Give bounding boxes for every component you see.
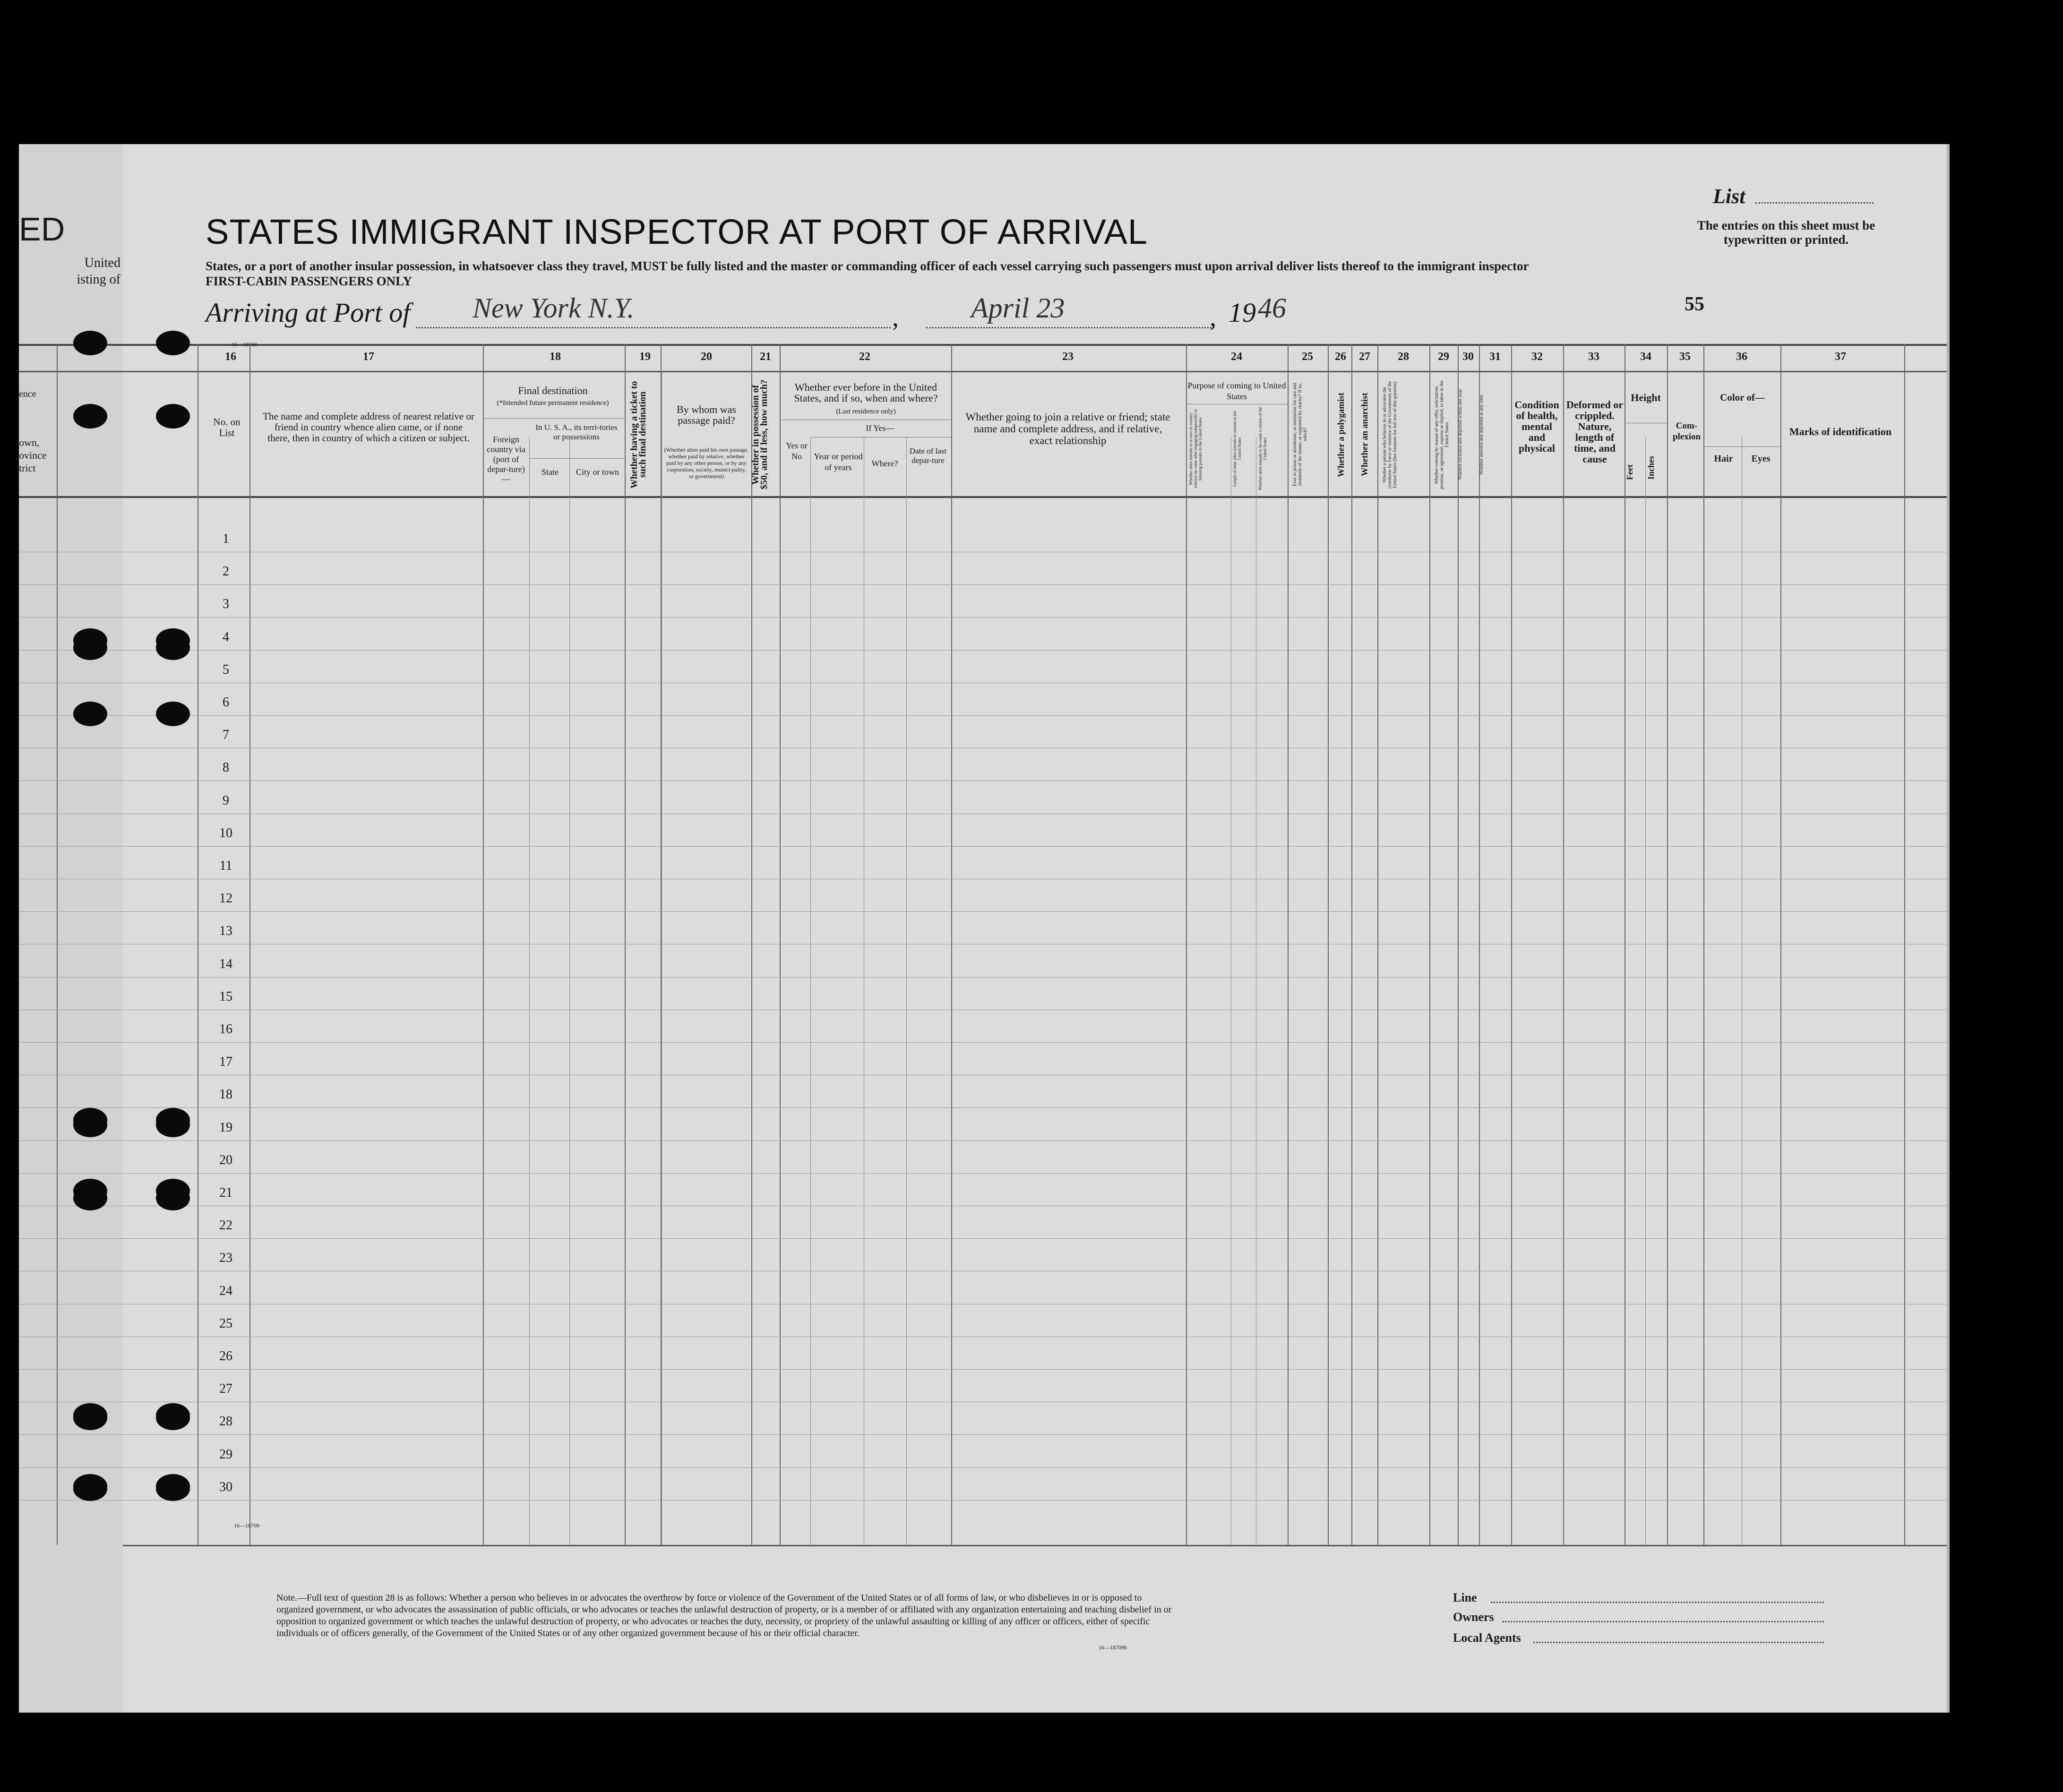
col27-header: Whether an anarchist [1360,393,1370,477]
col24-sub-3: Whether alien intends to be-come a citizen of the United States [1258,407,1267,491]
col16-header: No. on List [213,416,241,438]
col23-header: Whether going to join a relative or friend; state name and complete address, and if relative, exact relationship [965,411,1170,446]
page-title: STATES IMMIGRANT INSPECTOR AT PORT OF ARRIVAL [206,212,1148,251]
col34-inches: Inches [1646,456,1656,480]
column-rule [1645,437,1646,1545]
row-number: 14 [219,956,232,971]
row-number: 12 [219,891,232,906]
rule-line [19,344,1947,346]
comma-2: , [1210,303,1216,332]
punch-hole [156,1113,190,1137]
row-number: 17 [219,1055,232,1070]
rule-line [19,846,1947,847]
sheet-edge [1947,144,1950,1713]
punch-hole [156,1476,190,1501]
column-number: 19 [639,351,651,363]
row-number: 8 [223,760,229,775]
row-number: 18 [219,1087,232,1102]
rule-line [1703,446,1780,447]
row-number: 30 [219,1479,232,1494]
row-number: 21 [219,1185,232,1200]
col37-header: Marks of identification [1789,426,1892,437]
col22-year: Year or period of years [814,452,863,472]
form-number-grid: 16—18709 [234,1522,259,1529]
col36-header: Color of— [1720,392,1765,403]
col18-state: State [542,467,559,477]
row-number: 7 [223,728,229,743]
rule-line [19,584,1947,585]
row-number: 10 [219,825,232,840]
col18-foreign: Foreign country via (port of depar-ture)— [487,435,525,484]
owners-field [1503,1621,1824,1622]
date-handwritten: April 23 [971,292,1065,324]
rule-line [483,418,625,419]
rule-line [19,780,1947,781]
row-number: 3 [223,597,229,612]
local-agents-label: Local Agents [1453,1631,1521,1645]
column-number: 22 [859,351,870,363]
col32-header: Condition of health, mental and physical [1514,399,1559,454]
rule-line [19,1042,1947,1043]
col25-header: Ever in prison or almshouse, or institution for care and treatment of the insane, or supported by charity? If so, which? [1292,383,1308,487]
column-number: 16 [225,351,236,363]
column-number: 26 [1335,351,1346,363]
column-number: 31 [1489,351,1501,363]
strip-line-1: United [84,256,120,270]
line-field [1491,1602,1824,1603]
owners-label: Owners [1453,1610,1494,1624]
arriving-label: Arriving at Port of [206,297,411,328]
col36-eyes: Eyes [1751,454,1771,464]
strip-title-fragment: ED [19,211,65,248]
port-line [416,327,891,328]
strip-col-fragment-4: trict [19,462,36,474]
col35-header: Com-plexion [1672,421,1701,442]
column-number: 17 [363,351,374,363]
list-label: List [1713,185,1745,208]
col22-header: Whether ever before in the United States, and if so, when and where? [794,381,938,404]
line-label: Line [1453,1591,1477,1604]
column-rule [906,437,907,1545]
row-number: 28 [219,1414,232,1429]
comma-1: , [892,303,899,332]
subtitle-class: FIRST-CABIN PASSENGERS ONLY [206,274,413,288]
row-number: 4 [223,629,229,644]
rule-line [19,1369,1947,1370]
left-strip [19,144,127,1713]
column-number: 23 [1062,351,1074,363]
column-number: 30 [1462,351,1474,363]
row-number: 23 [219,1251,232,1266]
row-number: 6 [223,695,229,710]
rule-line [19,371,1947,372]
row-number: 9 [223,793,229,808]
col24-sub-2: Length of time alien intends to remain in the United States [1232,411,1242,487]
punch-hole [156,1406,190,1430]
column-rule [529,437,530,1545]
col24-sub-1: Whether alien intends to re-turn to country whence he came after engaging temporarily in laboring pursuits in the United States [1188,409,1203,489]
list-line [1755,202,1874,204]
rule-line [529,458,625,459]
rule-line [19,496,1947,498]
rule-line [19,911,1947,912]
col22-ifyes: If Yes— [866,423,894,433]
rule-line [19,1434,1947,1435]
punch-hole [73,1113,107,1137]
row-number: 22 [219,1218,232,1233]
col28-header: Whether a person who believes in or advocates the overthrow by force or violence of the Government of the United States (See footnote for full text of this question) [1382,381,1398,489]
rule-line [19,1467,1947,1468]
rule-line [19,1107,1947,1108]
col19-header: Whether having a ticket to such final destination [629,381,648,489]
col34-feet: Feet [1625,464,1634,480]
row-number: 16 [219,1022,232,1037]
col18-usa: In U. S. A., its terri-tories or possessions [535,423,618,441]
col33-header: Deformed or crippled. Nature, length of time, and cause [1566,399,1624,465]
row-number: 19 [219,1120,232,1135]
column-number: 35 [1679,351,1691,363]
punch-hole [73,1406,107,1430]
col18-city: City or town [576,467,619,477]
row-number: 13 [219,924,232,939]
form-number-top: 16—18709 [232,341,257,348]
column-number: 32 [1531,351,1543,363]
col30-header: Whether excluded and deported within one year [1458,389,1463,480]
row-number: 25 [219,1316,232,1331]
column-number: 36 [1736,351,1747,363]
col22-note: (Last residence only) [836,408,896,415]
footnote-question-28: Note.—Full text of question 28 is as follows: Whether a person who believes in or advocates the overthrow by force or violence of the Government of the United States or of all forms of law, or who disbelieves in or is opposed to organized government, or who advocates the assassination of public officials, or who advocates or teaches the unlawful destruction of property, or is a member of or affiliated with any organization entertaining and teaching disbelief in or opposition to organized government or which teaches the unlawful destruction of property, or who advocates or teaches the duty, necessity, or propriety of the unlawful assaulting or killing of any officer or officers, either of specific individuals or of officers generally, of the Government of the United States or of any other organized government because of his or their official character. [276,1593,1172,1638]
row-number: 26 [219,1349,232,1363]
col26-header: Whether a polygamist [1336,392,1346,477]
strip-col-fragment-1: ence [19,389,36,399]
row-number: 5 [223,662,229,677]
column-rule [569,437,570,1545]
col29-header: Whether coming by reason of any offer, solicitation, promise, or agreement, express or implied, to labor in the United States [1434,380,1450,489]
col24-header: Purpose of coming to United States [1187,381,1286,401]
column-number: 34 [1640,351,1651,363]
punch-hole [73,702,107,726]
page-number: 55 [1685,293,1704,315]
punch-hole [156,331,190,355]
col17-header: The name and complete address of nearest relative or friend in country whence alien came, or if none there, then in country of which a citizen or subject. [263,411,474,444]
column-rule [810,437,811,1545]
col31-header: Whether arrested and deported at any time [1479,394,1484,475]
rule-line [19,715,1947,716]
rule-line [19,1173,1947,1174]
col20-header: By whom was passage paid? [677,403,736,426]
col36-hair: Hair [1714,454,1733,464]
column-number: 25 [1302,351,1313,363]
row-number: 1 [223,532,229,546]
column-number: 24 [1231,351,1242,363]
row-number: 27 [219,1381,232,1397]
year-printed: 19 [1229,297,1256,328]
col22-yesno: Yes or No [786,441,808,461]
col20-note: (Whether alien paid his own passage, whether paid by relative, whether paid by any other person, or by any corporation, society, munici-pality, or government) [664,446,749,480]
col22-where: Where? [871,459,898,468]
col18-header: Final destination [518,385,588,396]
col21-header: Whether in possession of $50, and if less, how much? [750,379,769,490]
strip-line-2: isting of [77,272,120,287]
row-number: 29 [219,1447,232,1462]
column-number: 28 [1398,351,1409,363]
rule-line [19,1140,1947,1141]
punch-hole [156,1186,190,1210]
column-number: 37 [1835,351,1846,363]
punch-hole [156,702,190,726]
strip-col-fragment-3: ovince [19,449,47,461]
col18-note: (*Intended future permanent residence) [497,399,609,407]
column-number: 18 [550,351,561,363]
punch-hole [73,635,107,660]
col34-header: Height [1631,392,1661,403]
form-number-bottom: 16—18709b [1099,1644,1127,1651]
rule-line [123,1545,1947,1546]
row-number: 20 [219,1152,232,1167]
row-number: 11 [219,858,232,873]
col22-date: Date of last depar-ture [909,446,947,465]
year-handwritten: 46 [1258,292,1286,324]
port-handwritten: New York N.Y. [473,292,635,324]
column-number: 21 [760,351,771,363]
rule-line [19,650,1947,651]
local-agents-field [1533,1642,1824,1643]
row-number: 24 [219,1283,232,1298]
subtitle-instructions: States, or a port of another insular possession, in whatsoever class they travel, MUST be fully listed and the master or commanding officer of each vessel carrying such passengers must upon arrival deliver lists thereof to the immigrant inspector [206,259,1529,273]
column-number: 20 [701,351,712,363]
manifest-sheet [123,144,1947,1713]
punch-hole [73,404,107,429]
punch-hole [73,1186,107,1210]
punch-hole [73,1476,107,1501]
punch-hole [156,635,190,660]
punch-hole [73,331,107,355]
rule-line [19,1238,1947,1239]
entries-note: The entries on this sheet must be typewritten or printed. [1697,218,1875,247]
column-number: 27 [1359,351,1370,363]
row-number: 2 [223,564,229,579]
row-number: 15 [219,989,232,1004]
punch-hole [156,404,190,429]
strip-col-fragment-2: own, [19,437,40,448]
column-number: 33 [1588,351,1599,363]
date-line [926,327,1214,328]
column-number: 29 [1438,351,1449,363]
